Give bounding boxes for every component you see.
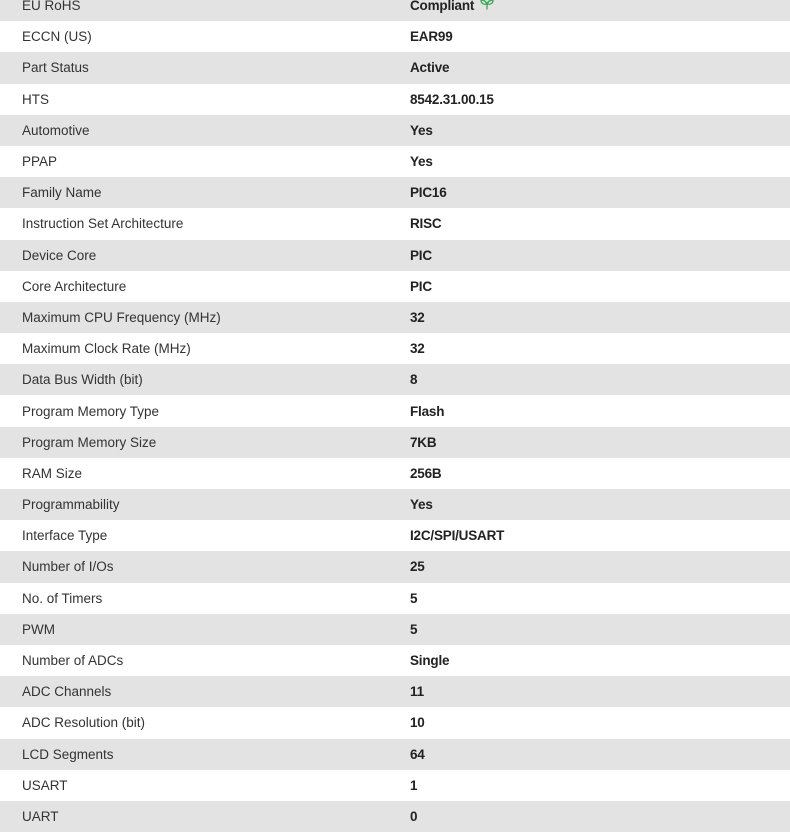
spec-row (0, 489, 790, 520)
spec-value-cell (410, 0, 790, 21)
spec-label: PWM (22, 621, 55, 637)
spec-value: 5 (410, 621, 418, 637)
spec-value: 0 (410, 808, 418, 824)
spec-label: Automotive (22, 122, 90, 138)
spec-label: RAM Size (22, 465, 83, 481)
spec-label: ECCN (US) (22, 29, 92, 45)
spec-row (0, 551, 790, 582)
spec-value: 7KB (410, 434, 437, 450)
spec-label: Interface Type (22, 528, 108, 544)
spec-value: PIC (410, 247, 432, 263)
spec-row (0, 52, 790, 83)
spec-row (0, 583, 790, 614)
spec-value: Yes (410, 122, 433, 138)
spec-label: ADC Channels (22, 684, 112, 700)
spec-value: I2C/SPI/USART (410, 528, 505, 544)
spec-value: PIC16 (410, 185, 447, 201)
leaf-icon (480, 0, 494, 13)
spec-label: ADC Resolution (bit) (22, 715, 146, 731)
spec-label: Program Memory Size (22, 434, 157, 450)
spec-label: Data Bus Width (bit) (22, 372, 143, 388)
spec-value: EAR99 (410, 29, 453, 45)
spec-row (0, 739, 790, 770)
spec-value: Single (410, 653, 450, 669)
spec-label: Maximum CPU Frequency (MHz) (22, 309, 221, 325)
spec-row (0, 676, 790, 707)
spec-value: Flash (410, 403, 445, 419)
spec-value: Yes (410, 154, 433, 170)
spec-label: UART (22, 808, 59, 824)
spec-value: 8542.31.00.15 (410, 91, 494, 107)
spec-row (0, 177, 790, 208)
spec-label: Program Memory Type (22, 403, 160, 419)
spec-row (0, 427, 790, 458)
spec-row (0, 146, 790, 177)
spec-label: EU RoHS (22, 0, 81, 14)
spec-value: 5 (410, 590, 418, 606)
spec-label: Instruction Set Architecture (22, 216, 184, 232)
spec-row (0, 395, 790, 426)
spec-value: 256B (410, 465, 442, 481)
spec-row (0, 364, 790, 395)
spec-row (0, 614, 790, 645)
spec-value: 64 (410, 746, 425, 762)
spec-row (0, 333, 790, 364)
spec-label: Core Architecture (22, 278, 127, 294)
spec-label: USART (22, 777, 68, 793)
spec-row (0, 240, 790, 271)
spec-label: No. of Timers (22, 590, 103, 606)
spec-label: HTS (22, 91, 49, 107)
spec-row (0, 458, 790, 489)
spec-row (0, 645, 790, 676)
spec-row (0, 302, 790, 333)
spec-label: Maximum Clock Rate (MHz) (22, 341, 191, 357)
spec-row (0, 770, 790, 801)
spec-value: RISC (410, 216, 442, 232)
spec-value: PIC (410, 278, 432, 294)
spec-row (0, 208, 790, 239)
spec-value: 32 (410, 341, 425, 357)
spec-label: Number of I/Os (22, 559, 114, 575)
spec-label: Device Core (22, 247, 97, 263)
spec-label: Number of ADCs (22, 653, 124, 669)
spec-row (0, 801, 790, 832)
spec-row (0, 271, 790, 302)
spec-value: 10 (410, 715, 425, 731)
spec-value: 8 (410, 372, 418, 388)
spec-row (0, 520, 790, 551)
spec-value: 11 (410, 684, 424, 700)
spec-label: Programmability (22, 497, 120, 513)
spec-value: Yes (410, 497, 433, 513)
spec-label: PPAP (22, 154, 58, 170)
spec-value: Active (410, 60, 450, 76)
spec-row (0, 84, 790, 115)
spec-label: Part Status (22, 60, 89, 76)
spec-row (0, 21, 790, 52)
spec-row (0, 115, 790, 146)
spec-label: LCD Segments (22, 746, 114, 762)
spec-value: Compliant (410, 0, 475, 14)
spec-label: Family Name (22, 185, 102, 201)
spec-row (0, 707, 790, 738)
spec-value: 1 (410, 777, 418, 793)
spec-value: 25 (410, 559, 425, 575)
spec-row (0, 0, 790, 21)
spec-value: 32 (410, 309, 425, 325)
